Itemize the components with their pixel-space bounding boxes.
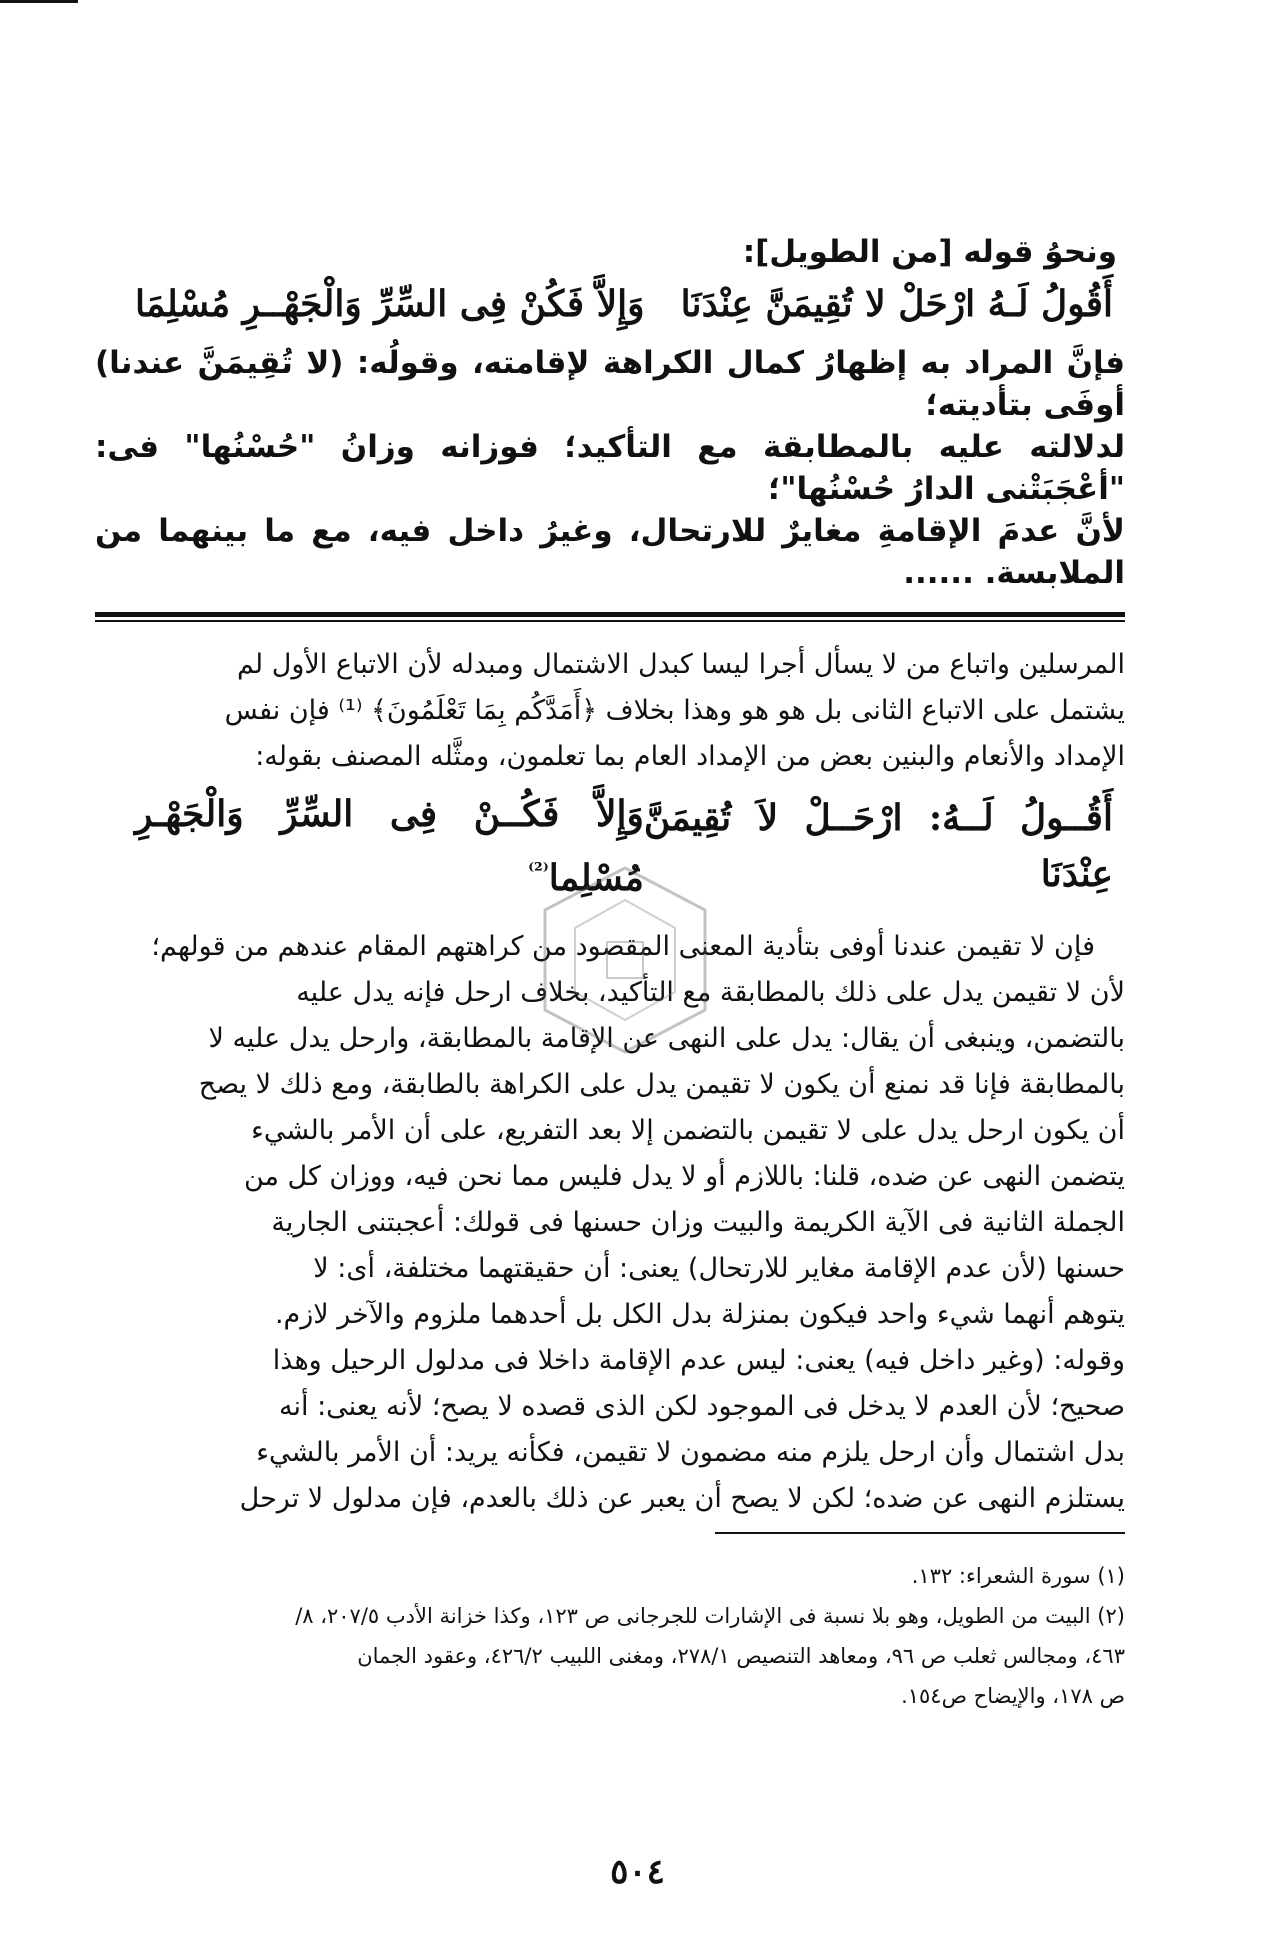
top-edge-line (0, 0, 78, 3)
matn-line-1: فإنَّ المراد به إظهارُ كمال الكراهة لإقامته، وقولُه: (لا تُقِيمَنَّ عندنا) أوفَى بتأديته؛ (95, 345, 1125, 423)
commentary-line: وقوله: (وغير داخل فيه) يعنى: ليس عدم الإقامة داخلا فى مدلول الرحيل وهذا (272, 1345, 1125, 1376)
commentary-line: يتوهم أنهما شيء واحد فيكون بمنزلة بدل الكل بل أحدهما ملزوم والآخر لازم. (274, 1299, 1125, 1330)
verse-top-first-hemistich: أَقُولُ لَـهُ ارْحَلْ لا تُقِيمَنَّ عِنْدَنَا (680, 283, 1113, 325)
commentary-line: صحيح؛ لأن العدم لا يدخل فى الموجود لكن الذى قصده لا يصح؛ لأنه يعنى: أنه (279, 1391, 1125, 1422)
verse-top (95, 276, 1125, 332)
matn-line-2: لدلالته عليه بالمطابقة مع التأكيد؛ فوزانه وزانُ "حُسْنُها" فى: "أعْجَبَتْنى الدارُ حُسْنُها"؛ (95, 429, 1125, 507)
section-divider-thick (95, 612, 1125, 617)
commentary-line: يشتمل على الاتباع الثانى بل هو هو وهذا بخلاف ﴿أَمَدَّكُم بِمَا تَعْلَمُونَ﴾ ⁽¹⁾ فإن نفس (224, 695, 1125, 726)
matn-line-3: لأنَّ عدمَ الإقامةِ مغايرٌ للارتحال، وغيرُ داخل فيه، مع ما بينهما من الملابسة. ...... (95, 513, 1125, 591)
commentary-line: الجملة الثانية فى الآية الكريمة والبيت وزان حسنها فى قولك: أعجبتنى الجارية (271, 1207, 1125, 1238)
commentary-line: الإمداد والأنعام والبنين بعض من الإمداد العام بما تعلمون، ومثَّله المصنف بقوله: (255, 741, 1125, 772)
verse-bottom-second-text: وَإِلاَّ فَكُــنْ فِى السِّرِّ وَالْجَهْـرِ مُسْلِما (135, 793, 644, 899)
commentary-line: بالتضمن، وينبغى أن يقال: يدل على النهى عن الإقامة بالمطابقة، وارحل يدل عليه لا (208, 1023, 1125, 1054)
commentary-section (95, 642, 1125, 1522)
commentary-line: أن يكون ارحل يدل على لا تقيمن بالتضمن إلا بعد التفريع، على أن الأمر بالشيء (251, 1115, 1125, 1146)
footnote-2-cont: ٤٦٣، ومجالس ثعلب ص ٩٦، ومعاهد التنصيص ٢٧٨/١، ومغنى اللبيب ٤٢٦/٢، وعقود الجمان (357, 1644, 1125, 1668)
footnote-2: (٢) البيت من الطويل، وهو بلا نسبة فى الإشارات للجرجانى ص ١٢٣، وكذا خزانة الأدب ٢٠٧/٥، ٨/ (295, 1604, 1125, 1628)
commentary-line: المرسلين واتباع من لا يسأل أجرا ليسا كبدل الاشتمال ومبدله لأن الاتباع الأول لم (236, 649, 1125, 680)
verse-bottom-first-text: أَقُــولُ لَــهُ: ارْحَــلْ لاَ تُقِيمَنَّ عِنْدَنَا (643, 797, 1113, 895)
commentary-line: بالمطابقة فإنا قد نمنع أن يكون لا تقيمن يدل على الكراهة بالطابقة، ومع ذلك لا يصح (198, 1069, 1125, 1100)
verse-bottom-first-hemistich (644, 790, 1113, 902)
commentary-line: حسنها (لأن عدم الإقامة مغاير للارتحال) يعنى: أن حقيقتهما مختلفة، أى: لا (313, 1253, 1125, 1284)
matn-section (95, 230, 1125, 594)
verse-intro: ونحوُ قوله [من الطويل]: (742, 234, 1117, 270)
section-divider-thin (95, 620, 1125, 622)
verse-bottom-second-hemistich (135, 786, 644, 906)
verse-bottom (95, 786, 1125, 906)
footnote-separator (715, 1532, 1125, 1534)
page-number: ٥٠٤ (610, 1852, 665, 1892)
footnotes (95, 1556, 1125, 1716)
footnote-marker-2: ⁽²⁾ (528, 858, 549, 882)
commentary-line: يتضمن النهى عن ضده، قلنا: باللازم أو لا يدل فليس مما نحن فيه، ووزان كل من (243, 1161, 1125, 1192)
commentary-line: فإن لا تقيمن عندنا أوفى بتأدية المعنى المقصود من كراهتهم المقام عندهم من قولهم؛ (151, 931, 1095, 962)
footnote-2-cont: ص ١٧٨، والإيضاح ص١٥٤. (901, 1684, 1125, 1708)
footnote-1: (١) سورة الشعراء: ١٣٢. (911, 1564, 1125, 1588)
verse-top-second-hemistich: وَإِلاَّ فَكُنْ فِى السِّرِّ وَالْجَهْــرِ مُسْلِمَا (135, 283, 645, 325)
commentary-line: يستلزم النهى عن ضده؛ لكن لا يصح أن يعبر عن ذلك بالعدم، فإن مدلول لا ترحل (239, 1483, 1125, 1514)
book-page (95, 230, 1125, 1910)
commentary-line: بدل اشتمال وأن ارحل يلزم منه مضمون لا تقيمن، فكأنه يريد: أن الأمر بالشيء (256, 1437, 1125, 1468)
commentary-line: لأن لا تقيمن يدل على ذلك بالمطابقة مع التأكيد، بخلاف ارحل فإنه يدل عليه (296, 977, 1125, 1008)
